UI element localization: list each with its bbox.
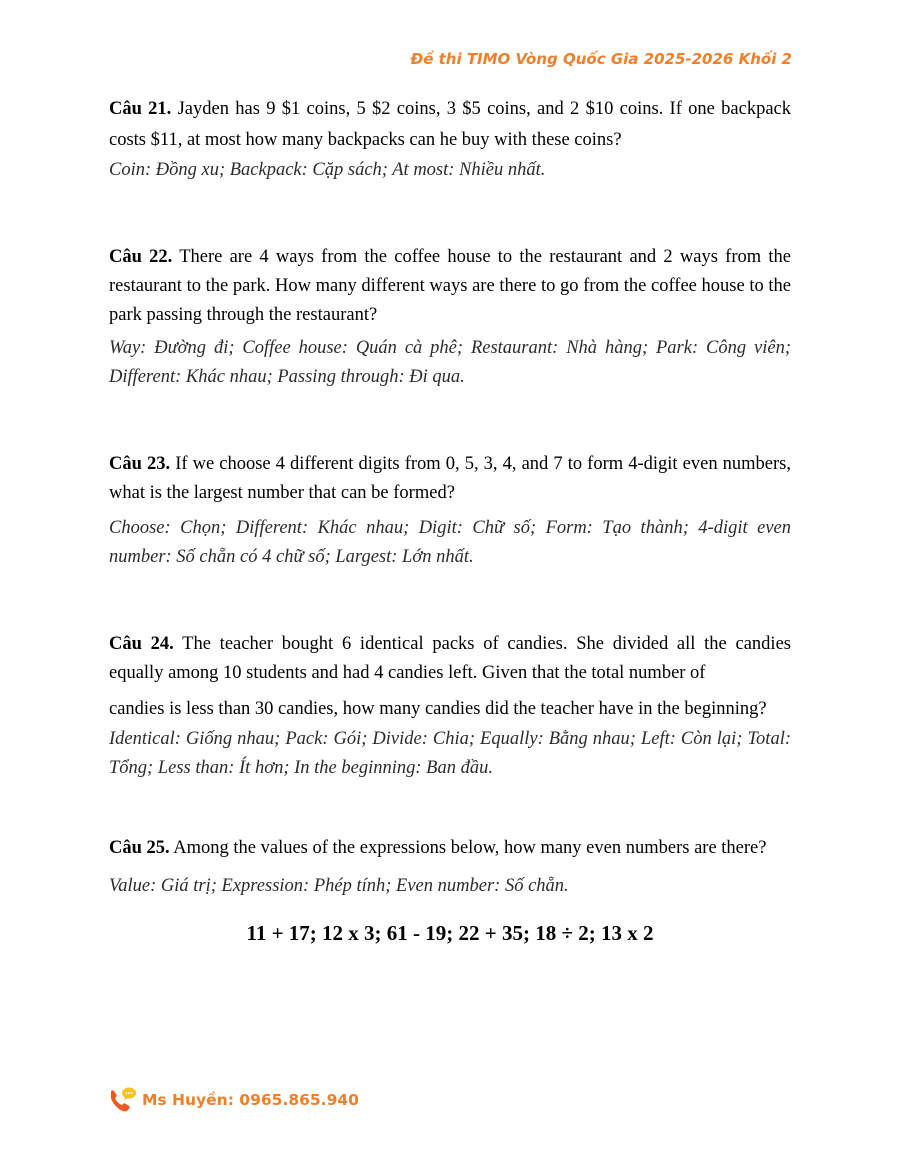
- vocabulary-note: Choose: Chọn; Different: Khác nhau; Digit: Chữ số; Form: Tạo thành; 4-digit even number: Số chẵn có 4 chữ số; Largest: Lớn nhất.: [109, 518, 791, 567]
- question-body: If we choose 4 different digits from 0, 5, 3, 4, and 7 to form 4-digit even numbers, what is the largest number that can be formed?: [109, 454, 791, 503]
- vocabulary-note: Way: Đường đi; Coffee house: Quán cà phê; Restaurant: Nhà hàng; Park: Công viên; Different: Khác nhau; Passing through: Đi qua.: [109, 338, 791, 387]
- question-24: [109, 630, 791, 783]
- question-body: Jayden has 9 $1 coins, 5 $2 coins, 3 $5 coins, and 2 $10 coins. If one backpack costs $11, at most how many backpacks can he buy with these coins?: [109, 99, 792, 150]
- question-23: [109, 450, 791, 572]
- question-text: [109, 450, 791, 508]
- vocabulary-note: Identical: Giống nhau; Pack: Gói; Divide: Chia; Equally: Bằng nhau; Left: Còn lại; Total: Tổng; Less than: Ít hơn; In the beginning: Ban đầu.: [109, 729, 791, 778]
- question-text-continued: candies is less than 30 candies, how many candies did the teacher have in the beginning?: [109, 699, 767, 719]
- question-number: Câu 24.: [109, 634, 174, 654]
- question-text: [109, 630, 791, 688]
- question-text: [109, 94, 791, 156]
- question-body: The teacher bought 6 identical packs of candies. She divided all the candies equally among 10 students and had 4 candies left. Given that the total number of: [109, 634, 791, 683]
- question-number: Câu 23.: [109, 454, 171, 474]
- question-22: [109, 243, 791, 392]
- vocabulary-note: Value: Giá trị; Expression: Phép tính; Even number: Số chẵn.: [109, 876, 569, 896]
- contact-footer: [108, 1086, 359, 1114]
- question-text: [109, 833, 791, 864]
- contact-text: Ms Huyền: 0965.865.940: [142, 1091, 359, 1109]
- question-body: Among the values of the expressions below, how many even numbers are there?: [173, 838, 767, 858]
- question-body: There are 4 ways from the coffee house to the restaurant and 2 ways from the restaurant to the park. How many different ways are there to go from the coffee house to the park passing through the restaurant?: [109, 247, 791, 325]
- page-header: Đề thi TIMO Vòng Quốc Gia 2025-2026 Khối 2: [410, 50, 792, 68]
- phone-chat-icon: [108, 1086, 138, 1114]
- question-list: [109, 94, 791, 948]
- question-text: [109, 243, 791, 330]
- question-number: Câu 25.: [109, 838, 170, 858]
- question-number: Câu 21.: [109, 99, 172, 119]
- expression-list: 11 + 17; 12 x 3; 61 - 19; 22 + 35; 18 ÷ 2; 13 x 2: [246, 921, 654, 945]
- question-number: Câu 22.: [109, 247, 173, 267]
- vocabulary-note: Coin: Đồng xu; Backpack: Cặp sách; At most: Nhiều nhất.: [109, 160, 546, 180]
- question-25: [109, 833, 791, 948]
- question-21: [109, 94, 791, 185]
